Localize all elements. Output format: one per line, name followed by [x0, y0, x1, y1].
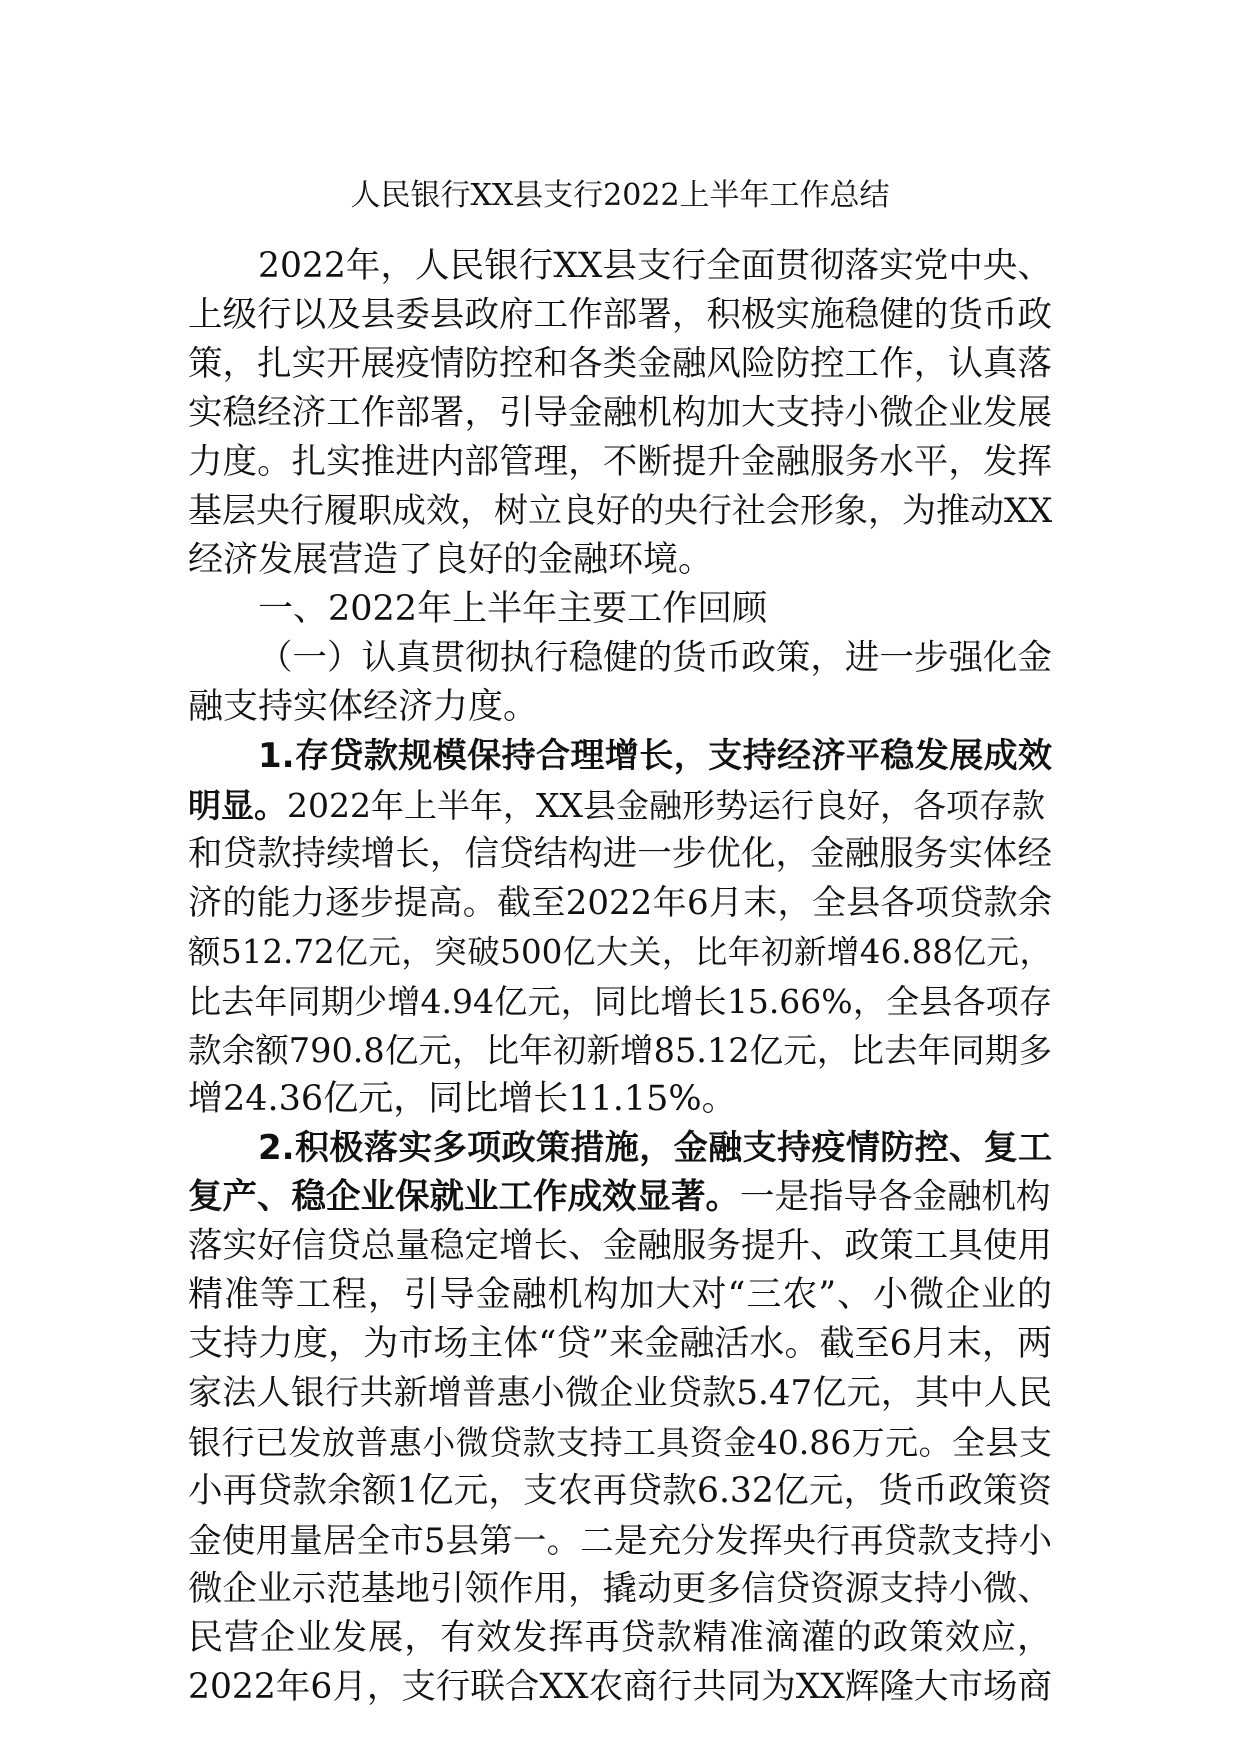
- paragraph-line: 支持力度，为市场主体“贷”来金融活水。截至6月末，两: [188, 1324, 1052, 1364]
- item-heading-end: 明显。: [188, 786, 287, 825]
- paragraph-line: 经济发展营造了良好的金融环境。: [188, 540, 714, 580]
- paragraph-line: 基层央行履职成效，树立良好的央行社会形象，为推动XX: [188, 491, 1052, 531]
- subsection-heading: （一）认真贯彻执行稳健的货币政策，进一步强化金: [258, 638, 1052, 678]
- paragraph-line: [188, 781, 1052, 830]
- paragraph-line: [188, 1173, 1052, 1222]
- item-heading: 2.积极落实多项政策措施，金融支持疫情防控、复工: [258, 1128, 1052, 1168]
- paragraph-line: 额512.72亿元，突破500亿大关，比年初新增46.88亿元，: [188, 933, 1052, 971]
- paragraph-line: 实稳经济工作部署，引导金融机构加大支持小微企业发展: [188, 393, 1052, 433]
- paragraph-line: 小再贷款余额1亿元，支农再贷款6.32亿元，货币政策资: [188, 1471, 1052, 1511]
- subsection-heading: 融支持实体经济力度。: [188, 687, 539, 727]
- paragraph-line: 策，扎实开展疫情防控和各类金融风险防控工作，认真落: [188, 344, 1052, 384]
- paragraph-line: 款余额790.8亿元，比年初新增85.12亿元，比去年同期多: [188, 1031, 1052, 1070]
- paragraph-line: 落实好信贷总量稳定增长、金融服务提升、政策工具使用: [188, 1226, 1052, 1266]
- document-title: 人民银行XX县支行2022上半年工作总结: [350, 178, 890, 213]
- paragraph-line: 金使用量居全市5县第一。二是充分发挥央行再贷款支持小: [188, 1521, 1052, 1560]
- paragraph-line: 微企业示范基地引领作用，撬动更多信贷资源支持小微、: [188, 1569, 1052, 1609]
- item-heading-end: 复产、稳企业保就业工作成效显著。: [188, 1177, 740, 1217]
- paragraph-line: 银行已发放普惠小微贷款支持工具资金40.86万元。全县支: [188, 1423, 1052, 1462]
- paragraph-text: 2022年上半年，XX县金融形势运行良好，各项存款: [287, 786, 1045, 825]
- paragraph-text: 一是指导各金融机构: [740, 1177, 1051, 1217]
- section-heading: 一、2022年上半年主要工作回顾: [258, 589, 768, 629]
- paragraph-line: 增24.36亿元，同比增长11.15%。: [188, 1079, 737, 1119]
- paragraph-line: 精准等工程，引导金融机构加大对“三农”、小微企业的: [188, 1275, 1052, 1315]
- paragraph-line: 2022年6月，支行联合XX农商行共同为XX辉隆大市场商: [188, 1667, 1052, 1707]
- paragraph-line: 比去年同期少增4.94亿元，同比增长15.66%，全县各项存: [188, 982, 1052, 1021]
- paragraph-line: 和贷款持续增长，信贷结构进一步优化，金融服务实体经: [188, 834, 1052, 874]
- document-body: [188, 242, 1052, 1712]
- paragraph-line: 民营企业发展，有效发挥再贷款精准滴灌的政策效应，: [188, 1618, 1052, 1658]
- item-heading: 1.存贷款规模保持合理增长，支持经济平稳发展成效: [258, 736, 1052, 776]
- paragraph-line: 济的能力逐步提高。截至2022年6月末，全县各项贷款余: [188, 883, 1052, 923]
- paragraph-line: 上级行以及县委县政府工作部署，积极实施稳健的货币政: [188, 295, 1052, 335]
- paragraph-line: 力度。扎实推进内部管理，不断提升金融服务水平，发挥: [188, 442, 1052, 482]
- paragraph-line: 家法人银行共新增普惠小微企业贷款5.47亿元，其中人民: [188, 1373, 1052, 1413]
- paragraph-line: 2022年，人民银行XX县支行全面贯彻落实党中央、: [258, 246, 1052, 286]
